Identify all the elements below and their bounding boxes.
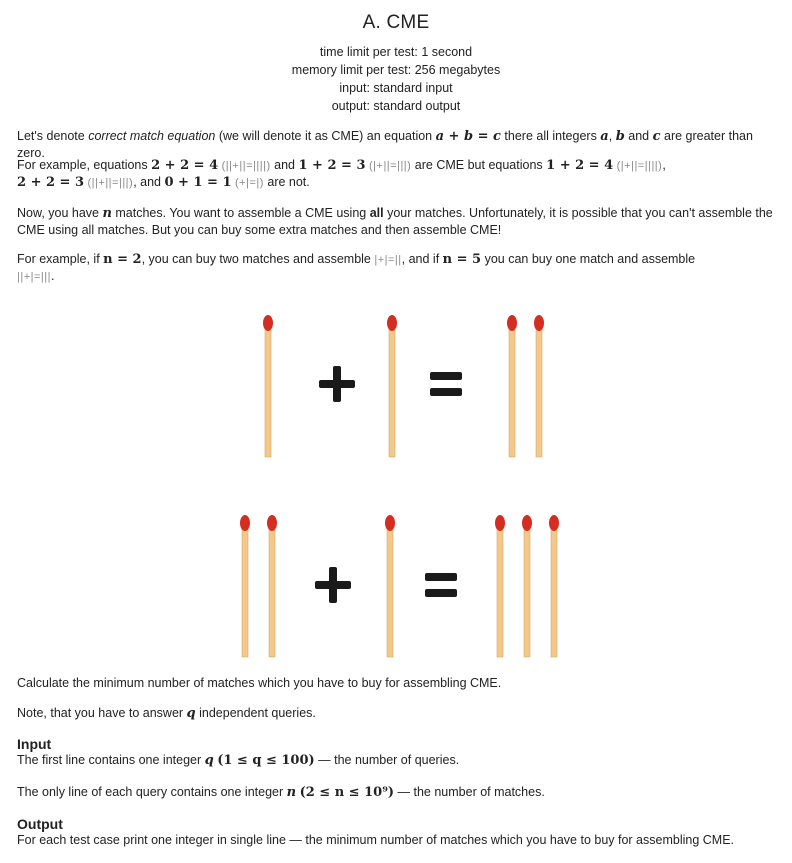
problem-header — [0, 0, 792, 115]
problem-title: A. CME — [362, 12, 430, 33]
equals-sign — [430, 372, 462, 380]
math-equation: n = 2 — [103, 252, 142, 267]
match-head — [522, 515, 532, 531]
text: . — [51, 269, 55, 283]
text: and — [270, 158, 299, 172]
math-var: n — [102, 206, 112, 221]
plus-sign — [319, 380, 355, 388]
math-equation: 2 + 2 = 4 — [151, 158, 219, 173]
math-equation: 0 + 1 = 1 — [164, 175, 232, 190]
text: there all integers — [500, 129, 601, 143]
statement-paragraph-2 — [17, 157, 782, 191]
text: you can buy one match and assemble — [481, 252, 696, 266]
match-notation: (||+||=||||) — [221, 160, 271, 172]
text: For example, equations — [17, 158, 152, 172]
text: Note, that you have to answer — [17, 706, 187, 720]
match-notation: (+|=|) — [235, 177, 264, 189]
math-var: n — [286, 785, 297, 800]
plus-sign — [329, 567, 337, 603]
statement-paragraph-5 — [17, 675, 782, 691]
emphasis-text: correct match equation — [88, 129, 216, 143]
input-section — [17, 736, 782, 769]
text: and — [624, 129, 653, 143]
match-head — [240, 515, 250, 531]
input-section-line-2 — [17, 784, 782, 801]
text: CME using all matches. But you can buy some extra matches and then assemble CME! — [17, 223, 502, 237]
match-head — [534, 315, 544, 331]
match-stick — [551, 525, 557, 657]
plus-sign — [333, 366, 341, 402]
equals-sign — [425, 573, 457, 581]
text: (we will denote it as CME) an equation — [215, 129, 436, 143]
match-notation: (|+||=|||) — [369, 160, 412, 172]
math-equation: 2 + 2 = 3 — [17, 175, 85, 190]
equals-sign — [430, 388, 462, 396]
text: , and if — [401, 252, 443, 266]
text: your matches. Unfortunately, it is possible that you can't assemble the — [383, 206, 773, 220]
time-limit: time limit per test: 1 second — [319, 45, 473, 59]
match-notation: (||+||=|||) — [87, 177, 134, 189]
match-notation: |+|=|| — [374, 254, 402, 266]
text: are not. — [263, 175, 310, 189]
statement-paragraph-4 — [17, 251, 782, 285]
match-head — [507, 315, 517, 331]
text: Now, you have — [17, 206, 103, 220]
text: The first line contains one integer — [17, 753, 205, 767]
match-stick — [387, 525, 393, 657]
text: The only line of each query contains one integer — [17, 785, 287, 799]
equals-sign — [425, 589, 457, 597]
match-head — [263, 315, 273, 331]
text: , — [608, 129, 616, 143]
plus-sign — [315, 581, 351, 589]
match-stick — [509, 325, 515, 457]
math-var: q — [186, 706, 196, 721]
input-section-title: Input — [17, 736, 52, 752]
math-var: q — [204, 753, 214, 768]
match-stick — [524, 525, 530, 657]
text: Calculate the minimum number of matches which you have to buy for assembling CME. — [17, 676, 502, 690]
output-section-title: Output — [17, 816, 63, 832]
match-head — [387, 315, 397, 331]
text: independent queries. — [195, 706, 316, 720]
math-var: a — [600, 129, 609, 144]
match-head — [495, 515, 505, 531]
match-stick — [265, 325, 271, 457]
match-stick — [536, 325, 542, 457]
match-stick — [269, 525, 275, 657]
math-equation: 1 + 2 = 4 — [546, 158, 614, 173]
text: For each test case print one integer in single line — the minimum number of matches which you have to buy for assembling CME. — [17, 833, 735, 847]
text: For example, if — [17, 252, 104, 266]
math-equation: 1 + 2 = 3 — [298, 158, 366, 173]
match-notation: (|+||=||||) — [616, 160, 663, 172]
math-equation: n = 5 — [442, 252, 482, 267]
statement-paragraph-3 — [17, 205, 782, 238]
match-head — [267, 515, 277, 531]
text: are greater than zero. — [17, 129, 753, 160]
memory-limit: memory limit per test: 256 megabytes — [291, 63, 501, 77]
text: , and — [133, 175, 165, 189]
match-stick — [497, 525, 503, 657]
output-section — [17, 816, 782, 848]
match-head — [385, 515, 395, 531]
text: — the number of queries. — [314, 753, 460, 767]
match-head — [549, 515, 559, 531]
statement-paragraph-6 — [17, 705, 782, 722]
math-range: (1 ≤ q ≤ 100) — [217, 753, 315, 768]
input-spec: input: standard input — [339, 81, 453, 95]
math-range: (2 ≤ n ≤ 10⁹) — [299, 785, 395, 800]
text: — the number of matches. — [394, 785, 545, 799]
text: Let's denote — [17, 129, 89, 143]
math-var: c — [652, 129, 661, 144]
match-stick — [242, 525, 248, 657]
text: matches. You want to assemble a CME using — [111, 206, 370, 220]
bold-text: all — [369, 206, 384, 220]
math-equation: a + b = c — [435, 129, 501, 144]
text: are CME but equations — [411, 158, 547, 172]
text: , — [662, 158, 666, 172]
match-stick — [389, 325, 395, 457]
math-var: b — [615, 129, 625, 144]
match-notation: ||+|=||| — [17, 271, 51, 283]
output-spec: output: standard output — [331, 99, 461, 113]
text: , you can buy two matches and assemble — [141, 252, 375, 266]
